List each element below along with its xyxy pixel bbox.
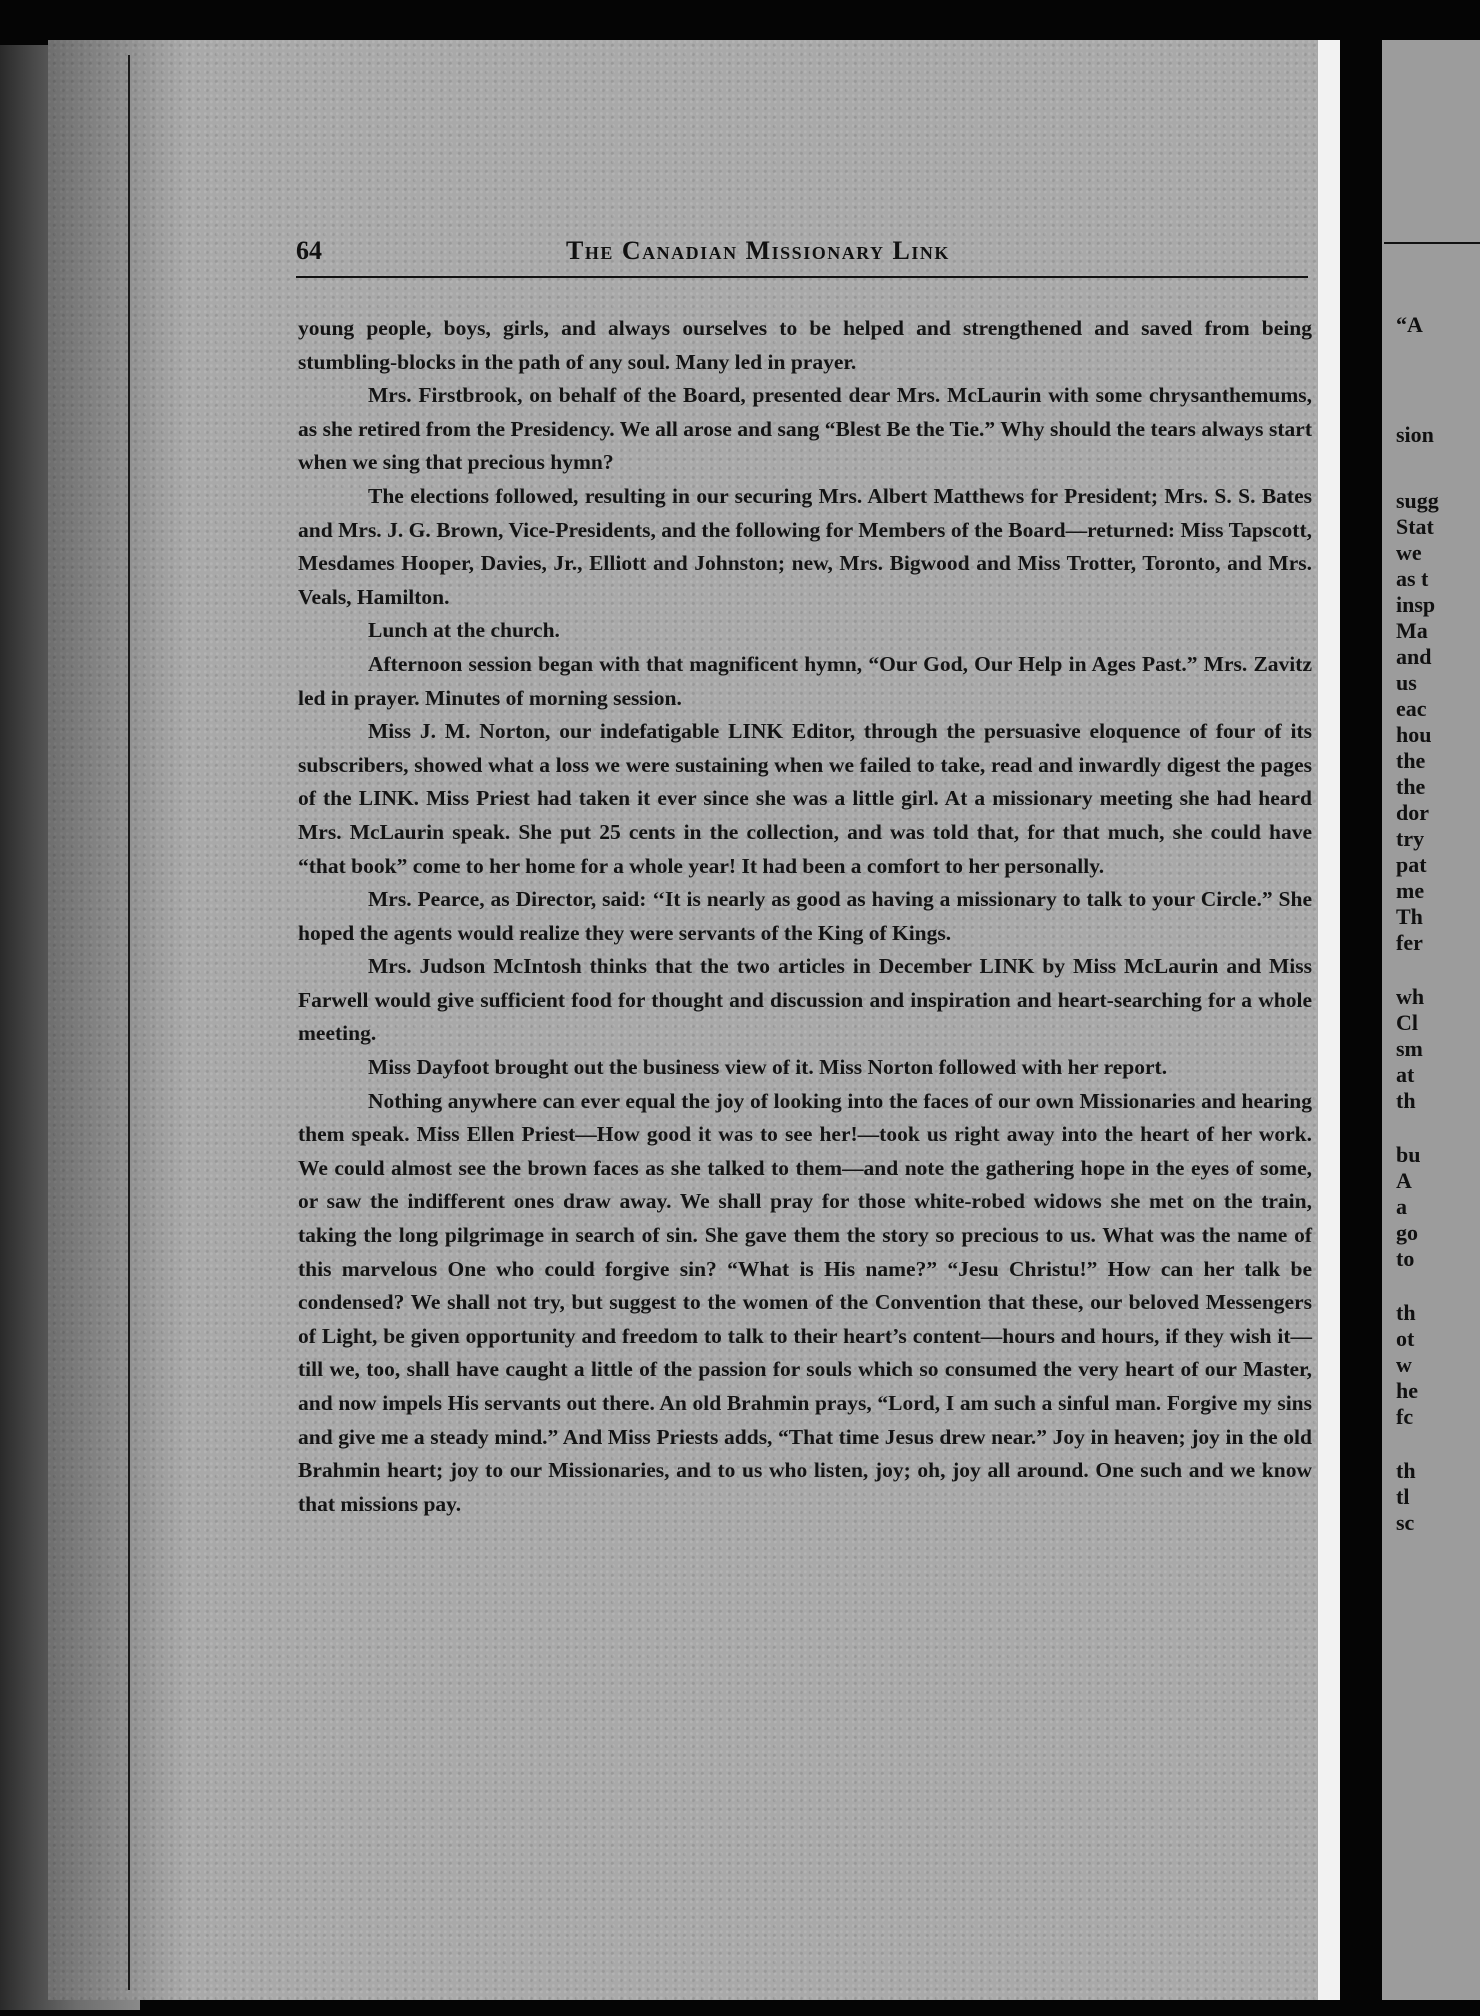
- facing-page-fragment: the: [1396, 774, 1426, 799]
- facing-page-fragment: fc: [1396, 1404, 1414, 1429]
- facing-page-fragment: and: [1396, 644, 1432, 669]
- facing-page-fragment: a: [1396, 1194, 1407, 1219]
- gutter-highlight: [1318, 40, 1340, 2000]
- page-frame-line: [128, 55, 130, 1990]
- facing-page-header-rule: [1384, 242, 1480, 244]
- facing-page-fragment: eac: [1396, 696, 1427, 721]
- facing-page-fragment: the: [1396, 748, 1426, 773]
- facing-page-fragment: as t: [1396, 566, 1429, 591]
- paragraph: Miss Dayfoot brought out the business view of it. Miss Norton followed with her report.: [368, 1055, 1168, 1080]
- facing-page-fragment: me: [1396, 878, 1425, 903]
- facing-page-fragment: Ma: [1396, 618, 1428, 643]
- facing-page-fragment: fer: [1396, 930, 1423, 955]
- paragraph: The elections followed, resulting in our securing Mrs. Albert Matthews for President; Mrs. S. S. Bates and Mrs. J. G. Brown, Vice-Presidents, and the following for Members of the Board—returned: Miss Tapscott, Mesdames Hooper, Davies, Jr., Elliott and Johnston; new, Mrs. Bigwood and Miss Trotter, Toronto, and Mrs. Veals, Hamilton.: [298, 483, 1312, 609]
- facing-page-fragment: wh: [1396, 984, 1425, 1009]
- facing-page-fragment: to: [1396, 1246, 1415, 1271]
- paragraph: Miss J. M. Norton, our indefatigable LINK Editor, through the persuasive eloquence of four of its subscribers, showed what a loss we were sustaining when we failed to take, read and inwardly digest the pages of the LINK. Miss Priest had taken it ever since she was a little girl. At a missionary meeting she had heard Mrs. McLaurin speak. She put 25 cents in the collection, and was told that, for that much, she could have “that book” come to her home for a whole year! It had been a comfort to her personally.: [298, 719, 1312, 878]
- facing-page-fragment: Stat: [1396, 514, 1434, 539]
- facing-page-fragment: A: [1396, 1168, 1412, 1193]
- article-body: [298, 312, 1312, 1521]
- facing-page-fragment: at: [1396, 1062, 1415, 1087]
- facing-page-fragment: th: [1396, 1300, 1416, 1325]
- gutter-shadow: [1340, 40, 1382, 2000]
- facing-page: [1382, 40, 1480, 2000]
- paragraph: Mrs. Pearce, as Director, said: ‘‘It is nearly as good as having a missionary to talk to your Circle.” She hoped the agents would realize they were servants of the King of Kings.: [298, 887, 1312, 945]
- paragraph: Mrs. Firstbrook, on behalf of the Board, presented dear Mrs. McLaurin with some chrysanthemums, as she retired from the Presidency. We all arose and sang “Blest Be the Tie.” Why should the tears always start when we sing that precious hymn?: [298, 383, 1312, 475]
- facing-page-fragment: pat: [1396, 852, 1427, 877]
- paragraph: Nothing anywhere can ever equal the joy of looking into the faces of our own Missionaries and hearing them speak. Miss Ellen Priest—How good it was to see her!—took us right away into the heart of her work. We could almost see the brown faces as she talked to them—and note the gathering hope in the eyes of some, or saw the indifferent ones draw away. We shall pray for those white-robed widows she met on the train, taking the long pilgrimage in search of sin. She gave them the story so precious to us. What was the name of this marvelous One who could forgive sin? “What is His name?” “Jesu Christu!” How can her talk be condensed? We shall not try, but suggest to the women of the Convention that these, our beloved Messengers of Light, be given opportunity and freedom to talk to their heart’s content—hours and hours, if they wish it—till we, too, shall have caught a little of the passion for souls which so consumed the very heart of our Master, and now impels His servants out there. An old Brahmin prays, “Lord, I am such a sinful man. Forgive my sins and give me a steady mind.” And Miss Priests adds, “That time Jesus drew near.” Joy in heaven; joy in the old Brahmin heart; joy to our Missionaries, and to us who listen, joy; oh, joy all around. One such and we know that missions pay.: [298, 1088, 1312, 1516]
- facing-page-fragment: th: [1396, 1088, 1416, 1113]
- facing-page-fragment: tl: [1396, 1484, 1410, 1509]
- facing-page-fragment: bu: [1396, 1142, 1421, 1167]
- facing-page-fragment: ot: [1396, 1326, 1415, 1351]
- page-shadow: [48, 40, 188, 2000]
- facing-page-fragment: go: [1396, 1220, 1418, 1245]
- facing-page-fragment: sugg: [1396, 488, 1439, 513]
- facing-page-fragment: try: [1396, 826, 1425, 851]
- running-title: The Canadian Missionary Link: [566, 236, 950, 265]
- facing-page-fragment: sion: [1396, 422, 1434, 447]
- paragraph: Lunch at the church.: [368, 618, 560, 643]
- facing-page-fragment: sc: [1396, 1510, 1415, 1535]
- header-rule: [296, 276, 1308, 278]
- paragraph: Afternoon session began with that magnificent hymn, “Our God, Our Help in Ages Past.” Mrs. Zavitz led in prayer. Minutes of morning session.: [298, 651, 1312, 710]
- facing-page-fragment: he: [1396, 1378, 1418, 1403]
- facing-page-fragment: Cl: [1396, 1010, 1418, 1035]
- facing-page-fragment: Th: [1396, 904, 1423, 929]
- facing-page-fragment: w: [1396, 1352, 1412, 1377]
- facing-page-fragment: we: [1396, 540, 1422, 565]
- page-header: [296, 236, 1312, 276]
- facing-page-fragment: hou: [1396, 722, 1432, 747]
- facing-page-fragment: dor: [1396, 800, 1429, 825]
- facing-page-fragment: insp: [1396, 592, 1436, 617]
- paragraph: Mrs. Judson McIntosh thinks that the two articles in December LINK by Miss McLaurin and Miss Farwell would give sufficient food for thought and discussion and inspiration and heart-searching for a whole meeting.: [298, 954, 1312, 1046]
- page-number: 64: [296, 236, 322, 265]
- facing-page-fragment: sm: [1396, 1036, 1423, 1061]
- facing-page-fragment: “A: [1396, 312, 1423, 337]
- paragraph: young people, boys, girls, and always ourselves to be helped and strengthened and saved from being stumbling-blocks in the path of any soul. Many led in prayer.: [298, 316, 1312, 374]
- facing-page-fragment: th: [1396, 1458, 1416, 1483]
- facing-page-fragment: us: [1396, 670, 1417, 695]
